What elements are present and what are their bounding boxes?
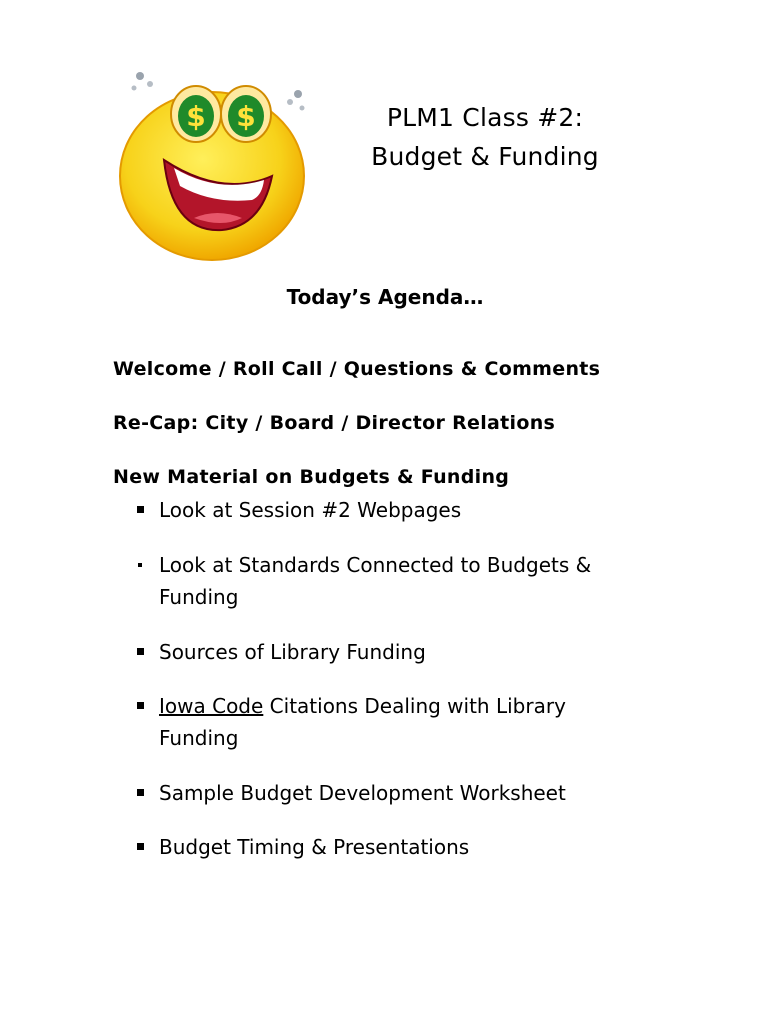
bullet-icon (137, 506, 144, 513)
list-item (113, 494, 633, 526)
list-item (113, 549, 633, 613)
agenda-heading: Today’s Agenda… (286, 285, 484, 309)
eye-right (221, 86, 271, 142)
list-item-text: Sources of Library Funding (159, 640, 426, 664)
list-item-text: Look at Session #2 Webpages (159, 498, 462, 522)
bullet-icon (137, 648, 144, 655)
list-item (113, 777, 633, 809)
svg-text:$: $ (186, 100, 206, 133)
bullet-icon (138, 563, 142, 567)
iowa-code-link[interactable]: Iowa Code (159, 694, 264, 718)
list-item (113, 636, 633, 668)
list-item (113, 690, 633, 754)
list-item-text: Citations Dealing with Library (263, 694, 566, 718)
list-item-text: Look at Standards Connected to Budgets & (159, 553, 592, 577)
list-item-text-cont: Funding (159, 726, 239, 750)
agenda-item-welcome: Welcome / Roll Call / Questions & Comments (113, 358, 601, 380)
list-item-text-cont: Funding (159, 585, 239, 609)
agenda-item-recap: Re-Cap: City / Board / Director Relations (113, 412, 556, 434)
title-line-2: Budget & Funding (371, 142, 599, 171)
bullet-icon (137, 702, 144, 709)
list-item (113, 831, 633, 863)
svg-text:$: $ (236, 100, 256, 133)
bullet-icon (137, 789, 144, 796)
page-title (340, 98, 630, 176)
money-eyes-smiley-icon (112, 58, 322, 263)
list-item-text: Budget Timing & Presentations (159, 835, 470, 859)
eye-left (171, 86, 221, 142)
list-item-text: Sample Budget Development Worksheet (159, 781, 566, 805)
title-line-1: PLM1 Class #2: (386, 103, 584, 132)
bullet-icon (137, 843, 144, 850)
agenda-item-new-material: New Material on Budgets & Funding (113, 466, 510, 488)
